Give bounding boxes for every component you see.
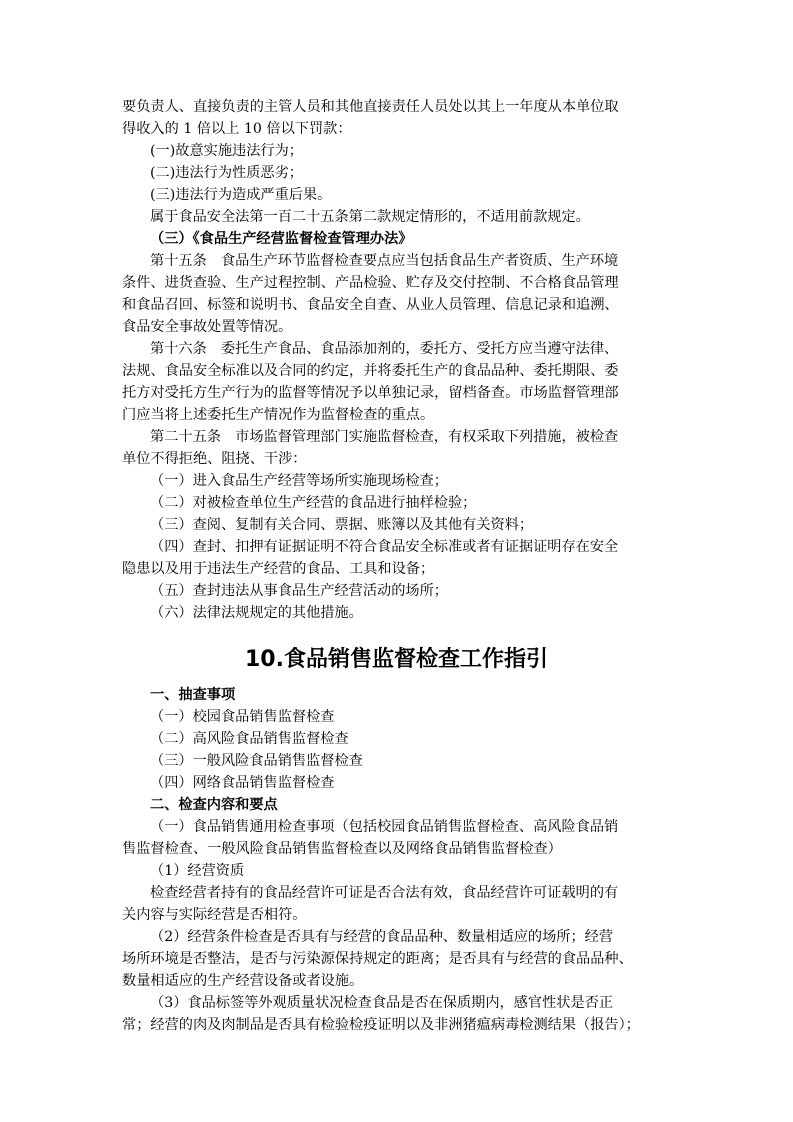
paragraph-line: 和食品召回、标签和说明书、食品安全自查、从业人员管理、信息记录和追溯、 <box>122 297 619 313</box>
list-item: （四）查封、扣押有证据证明不符合食品安全标准或者有证据证明存在安全 <box>150 539 619 555</box>
paragraph-line: （3）食品标签等外观质量状况检查食品是否在保质期内，感官性状是否正 <box>150 995 614 1011</box>
list-item: （五）查封违法从事食品生产经营活动的场所； <box>150 583 448 599</box>
paragraph-line: 第十五条 食品生产环节监督检查要点应当包括食品生产者资质、生产环境 <box>150 253 619 269</box>
list-item: (一)故意实施违法行为； <box>150 143 303 159</box>
list-item: （三）一般风险食品销售监督检查 <box>150 753 363 769</box>
list-item: （一）校园食品销售监督检查 <box>150 709 335 725</box>
list-item: （二）对被检查单位生产经营的食品进行抽样检验； <box>150 495 477 511</box>
list-item: （四）网络食品销售监督检查 <box>150 775 335 791</box>
paragraph-line: 托方对受托方生产行为的监督等情况予以单独记录，留档备查。市场监督管理部 <box>122 385 619 401</box>
paragraph-line: 门应当将上述委托生产情况作为监督检查的重点。 <box>122 407 435 423</box>
paragraph-line: 第十六条 委托生产食品、食品添加剂的，委托方、受托方应当遵守法律、 <box>150 341 619 357</box>
paragraph-line: 要负责人、直接负责的主管人员和其他直接责任人员处以其上一年度从本单位取 <box>122 99 619 115</box>
list-item: （一）进入食品生产经营等场所实施现场检查； <box>150 473 448 489</box>
paragraph-line: 第二十五条 市场监督管理部门实施监督检查，有权采取下列措施，被检查 <box>150 429 619 445</box>
list-item: (二)违法行为性质恶劣； <box>150 165 303 181</box>
list-item: (三)违法行为造成严重后果。 <box>150 187 332 203</box>
paragraph-line: 法规、食品安全标准以及合同的约定，并将委托生产的食品品种、委托期限、委 <box>122 363 619 379</box>
sub-heading: （三）《食品生产经营监督检查管理办法》 <box>150 231 413 247</box>
paragraph-line: 关内容与实际经营是否相符。 <box>122 907 307 923</box>
section-heading: 二、检查内容和要点 <box>150 797 278 813</box>
paragraph-line: 食品安全事故处置等情况。 <box>122 319 293 335</box>
paragraph-line: 检查经营者持有的食品经营许可证是否合法有效，食品经营许可证载明的有 <box>150 885 619 901</box>
list-item: （二）高风险食品销售监督检查 <box>150 731 349 747</box>
paragraph-line: 条件、进货查验、生产过程控制、产品检验、贮存及交付控制、不合格食品管理 <box>122 275 619 291</box>
paragraph-line: 常；经营的肉及肉制品是否具有检验检疫证明以及非洲猪瘟病毒检测结果（报告）； <box>122 1017 640 1033</box>
paragraph-line: （2）经营条件检查是否具有与经营的食品品种、数量相适应的场所；经营 <box>150 929 614 945</box>
paragraph-line: 场所环境是否整洁，是否与污染源保持规定的距离；是否具有与经营的食品品种、 <box>122 951 633 967</box>
sub-heading: （1）经营资质 <box>150 863 245 879</box>
list-item: （三）查阅、复制有关合同、票据、账簿以及其他有关资料； <box>150 517 534 533</box>
paragraph-line: 得收入的 1 倍以上 10 倍以下罚款： <box>122 121 352 137</box>
list-item: （六）法律法规规定的其他措施。 <box>150 605 363 621</box>
paragraph-line: 数量相适应的生产经营设备或者设施。 <box>122 973 364 989</box>
list-item: 隐患以及用于违法生产经营的食品、工具和设备； <box>122 561 435 577</box>
paragraph-line: （一）食品销售通用检查事项（包括校园食品销售监督检查、高风险食品销 <box>150 819 619 835</box>
paragraph-line: 属于食品安全法第一百二十五条第二款规定情形的，不适用前款规定。 <box>150 209 590 225</box>
section-title: 10.食品销售监督检查工作指引 <box>245 647 548 672</box>
section-heading: 一、抽查事项 <box>150 687 236 703</box>
paragraph-line: 单位不得拒绝、阻挠、干涉： <box>122 451 307 467</box>
paragraph-line: 售监督检查、一般风险食品销售监督检查以及网络食品销售监督检查） <box>122 841 562 857</box>
